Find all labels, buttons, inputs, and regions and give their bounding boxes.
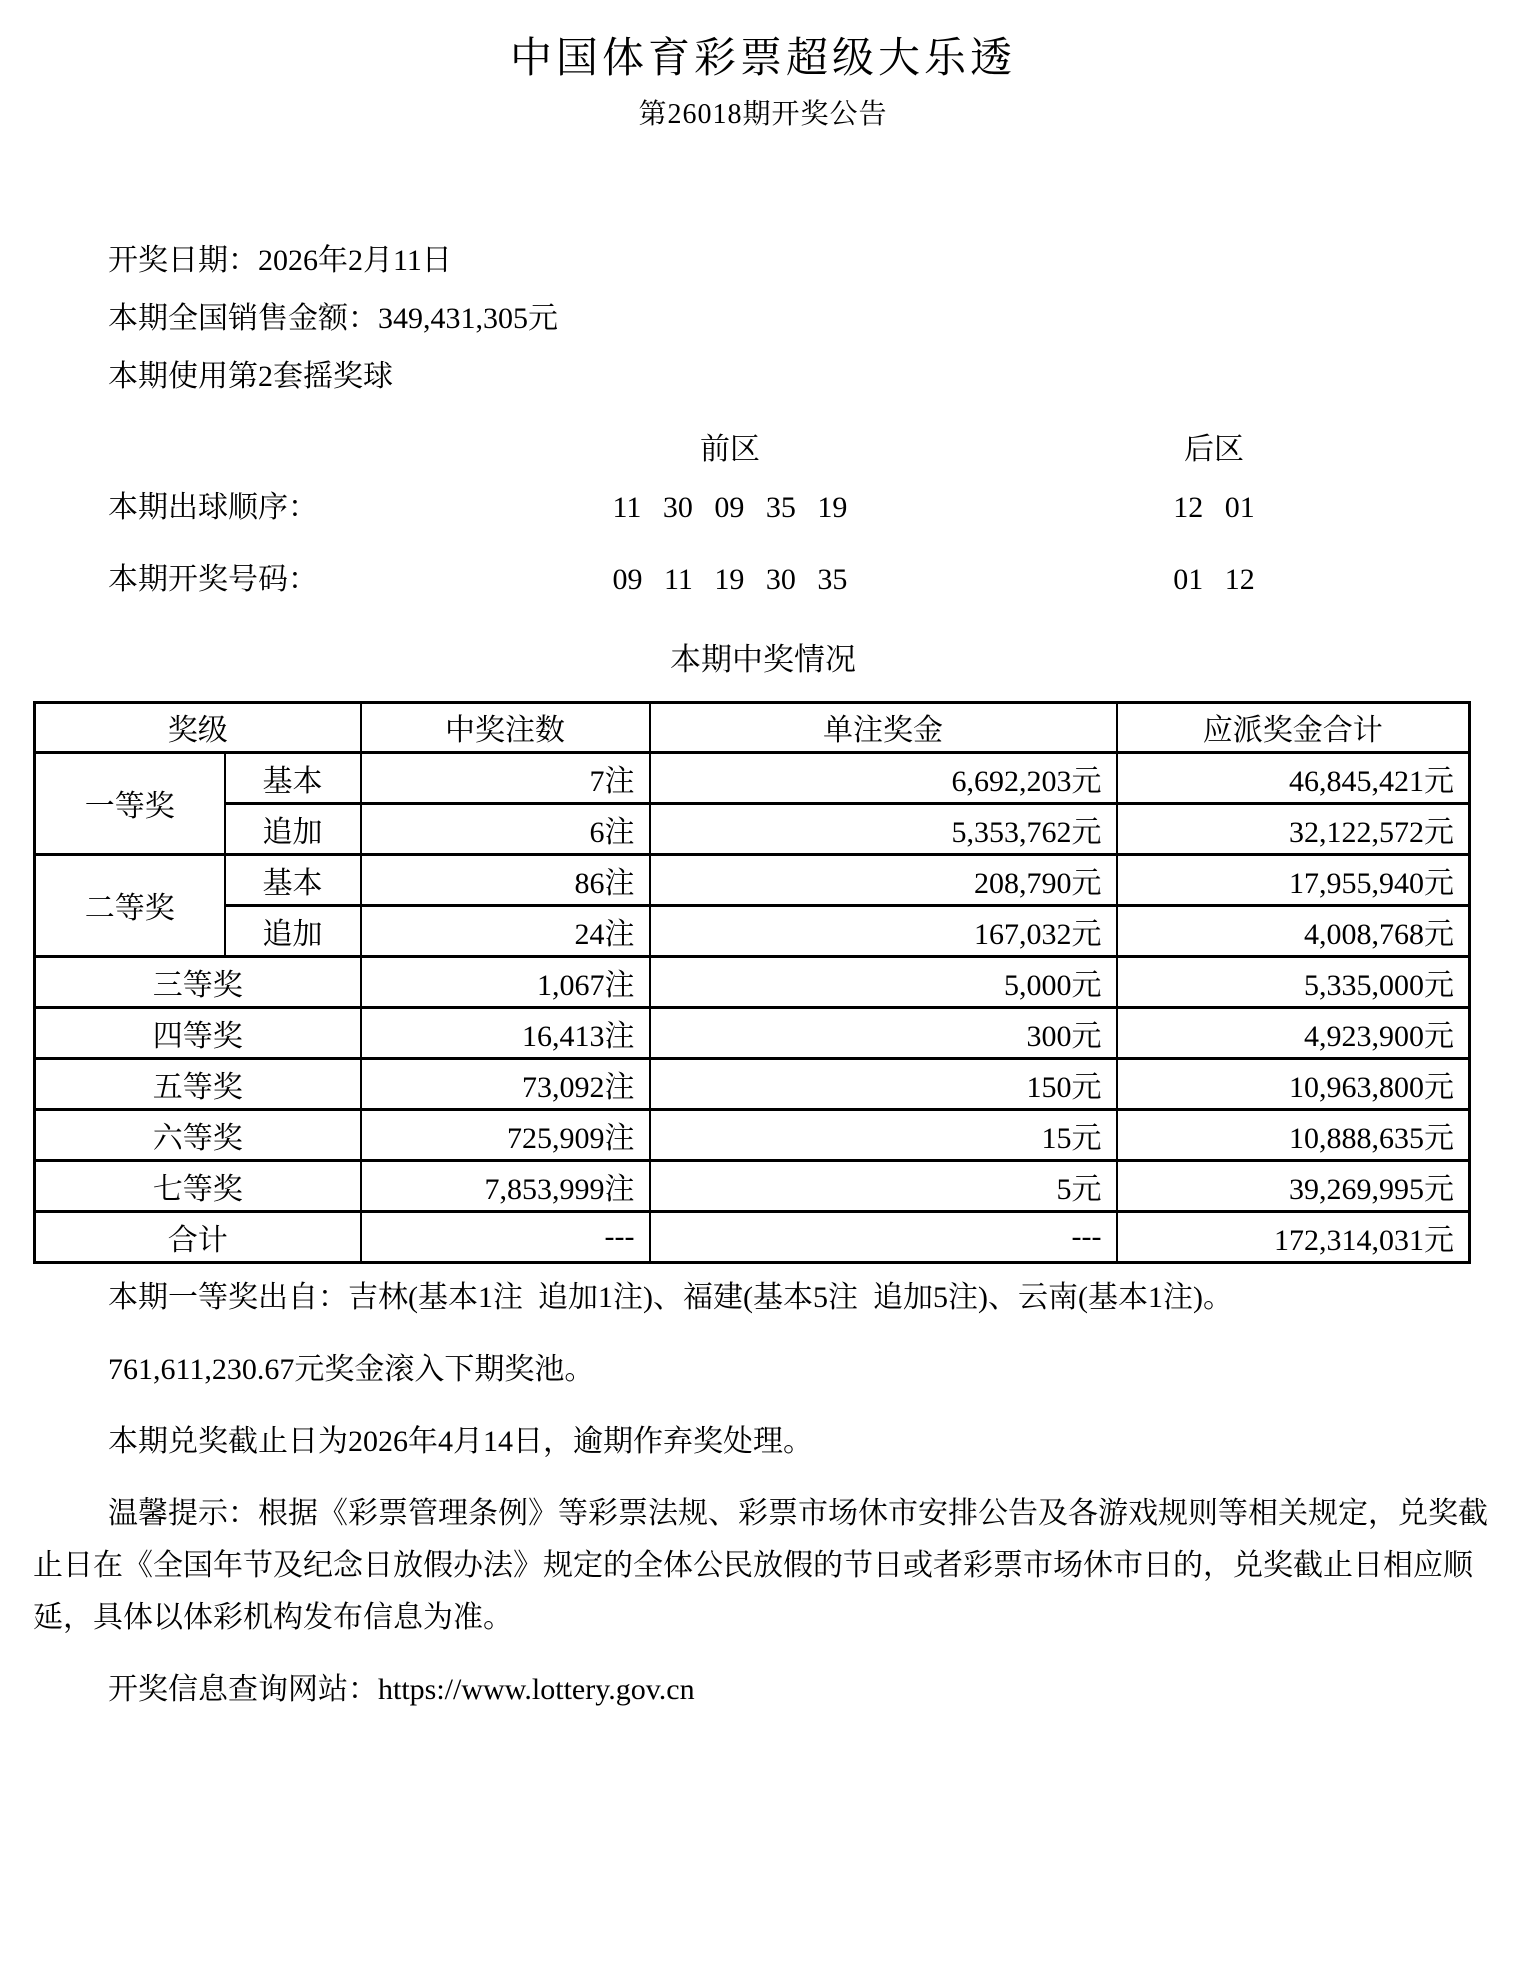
- col-header-total: 应派奖金合计: [1117, 702, 1470, 752]
- total-prize-cell: 5,335,000元: [1117, 956, 1470, 1007]
- total-prize-cell: 4,923,900元: [1117, 1007, 1470, 1058]
- single-prize-cell: 5,353,762元: [650, 803, 1117, 854]
- table-row: [35, 1058, 1470, 1109]
- winning-numbers-gap: [980, 544, 1064, 616]
- ball-order-label: 本期出球顺序：: [108, 490, 318, 524]
- table-row: [35, 1109, 1470, 1160]
- table-row: [35, 905, 1470, 956]
- prize-type-cell: 追加: [225, 803, 361, 854]
- win-count-cell: 7,853,999注: [361, 1160, 650, 1211]
- win-count-cell: 6注: [361, 803, 650, 854]
- single-prize-cell: 5,000元: [650, 956, 1117, 1007]
- prize-level-cell: 三等奖: [35, 956, 361, 1007]
- zone-header-gap: [980, 428, 1064, 472]
- win-count-cell: 7注: [361, 752, 650, 803]
- total-prize-cell: 4,008,768元: [1117, 905, 1470, 956]
- reminder-note: 温馨提示：根据《彩票管理条例》等彩票法规、彩票市场休市安排公告及各游戏规则等相关规定，兑奖截止日在《全国年节及纪念日放假办法》规定的全体公民放假的节日或者彩票市场休市日的，兑奖截止日相应顺延，具体以体彩机构发布信息为准。: [33, 1496, 1488, 1634]
- back-zone-label: 后区: [1184, 432, 1244, 466]
- ball-order-back-numbers: 12 01: [1173, 490, 1255, 524]
- table-row: [35, 1160, 1470, 1211]
- single-prize-cell: 208,790元: [650, 854, 1117, 905]
- single-prize-cell: 150元: [650, 1058, 1117, 1109]
- ball-order-front-numbers: 11 30 09 35 19: [612, 490, 848, 524]
- col-header-level: 奖级: [35, 702, 361, 752]
- draw-info: [108, 232, 1496, 406]
- winning-numbers-label: 本期开奖号码：: [108, 562, 318, 596]
- win-count-cell: 1,067注: [361, 956, 650, 1007]
- sales-amount-line: 本期全国销售金额：349,431,305元: [108, 301, 558, 335]
- draw-date-line: 开奖日期：2026年2月11日: [108, 243, 452, 277]
- table-row-total: [35, 1211, 1470, 1262]
- prize-table: [33, 701, 1471, 1264]
- win-count-cell: 86注: [361, 854, 650, 905]
- total-prize-cell: 46,845,421元: [1117, 752, 1470, 803]
- total-prize-cell: 172,314,031元: [1117, 1211, 1470, 1262]
- prize-type-cell: 基本: [225, 752, 361, 803]
- prize-table-header-row: [35, 702, 1470, 752]
- front-zone-label: 前区: [700, 432, 760, 466]
- table-row: [35, 803, 1470, 854]
- col-header-count: 中奖注数: [361, 702, 650, 752]
- single-prize-cell: 15元: [650, 1109, 1117, 1160]
- total-prize-cell: 17,955,940元: [1117, 854, 1470, 905]
- zone-header-row: [0, 428, 1526, 472]
- prize-type-cell: 基本: [225, 854, 361, 905]
- win-count-cell: 24注: [361, 905, 650, 956]
- single-prize-cell: 167,032元: [650, 905, 1117, 956]
- total-prize-cell: 32,122,572元: [1117, 803, 1470, 854]
- claim-deadline-note: 本期兑奖截止日为2026年4月14日，逾期作弃奖处理。: [108, 1424, 813, 1458]
- total-prize-cell: 10,963,800元: [1117, 1058, 1470, 1109]
- total-prize-cell: 39,269,995元: [1117, 1160, 1470, 1211]
- winning-back-numbers: 01 12: [1173, 562, 1255, 596]
- col-header-single: 单注奖金: [650, 702, 1117, 752]
- ball-set-line: 本期使用第2套摇奖球: [108, 359, 393, 393]
- prize-level-cell: 七等奖: [35, 1160, 361, 1211]
- win-count-cell: ---: [361, 1211, 650, 1262]
- prize-level-cell: 合计: [35, 1211, 361, 1262]
- prize-section-title: 本期中奖情况: [670, 641, 856, 677]
- win-count-cell: 725,909注: [361, 1109, 650, 1160]
- query-website-note: 开奖信息查询网站：https://www.lottery.gov.cn: [108, 1672, 695, 1706]
- prize-level-cell: 二等奖: [35, 854, 225, 956]
- ball-order-gap: [980, 472, 1064, 544]
- single-prize-cell: ---: [650, 1211, 1117, 1262]
- table-row: [35, 1007, 1470, 1058]
- table-row: [35, 752, 1470, 803]
- footer-notes: [33, 1272, 1496, 1716]
- win-count-cell: 73,092注: [361, 1058, 650, 1109]
- total-prize-cell: 10,888,635元: [1117, 1109, 1470, 1160]
- single-prize-cell: 6,692,203元: [650, 752, 1117, 803]
- table-row: [35, 854, 1470, 905]
- table-row: [35, 956, 1470, 1007]
- prize-type-cell: 追加: [225, 905, 361, 956]
- page-subtitle: 第26018期开奖公告: [638, 99, 888, 131]
- prize-level-cell: 四等奖: [35, 1007, 361, 1058]
- winning-numbers-row: [0, 544, 1526, 616]
- single-prize-cell: 5元: [650, 1160, 1117, 1211]
- drawn-numbers: [0, 472, 1526, 616]
- win-count-cell: 16,413注: [361, 1007, 650, 1058]
- page-title: 中国体育彩票超级大乐透: [509, 36, 1016, 82]
- first-prize-provinces-note: 本期一等奖出自：吉林(基本1注 追加1注)、福建(基本5注 追加5注)、云南(基本1注)。: [108, 1280, 1233, 1314]
- prize-level-cell: 一等奖: [35, 752, 225, 854]
- rollover-note: 761,611,230.67元奖金滚入下期奖池。: [108, 1352, 595, 1386]
- ball-order-row: [0, 472, 1526, 544]
- winning-front-numbers: 09 11 19 30 35: [612, 562, 848, 596]
- zone-header-spacer: [108, 428, 480, 472]
- prize-level-cell: 六等奖: [35, 1109, 361, 1160]
- prize-level-cell: 五等奖: [35, 1058, 361, 1109]
- single-prize-cell: 300元: [650, 1007, 1117, 1058]
